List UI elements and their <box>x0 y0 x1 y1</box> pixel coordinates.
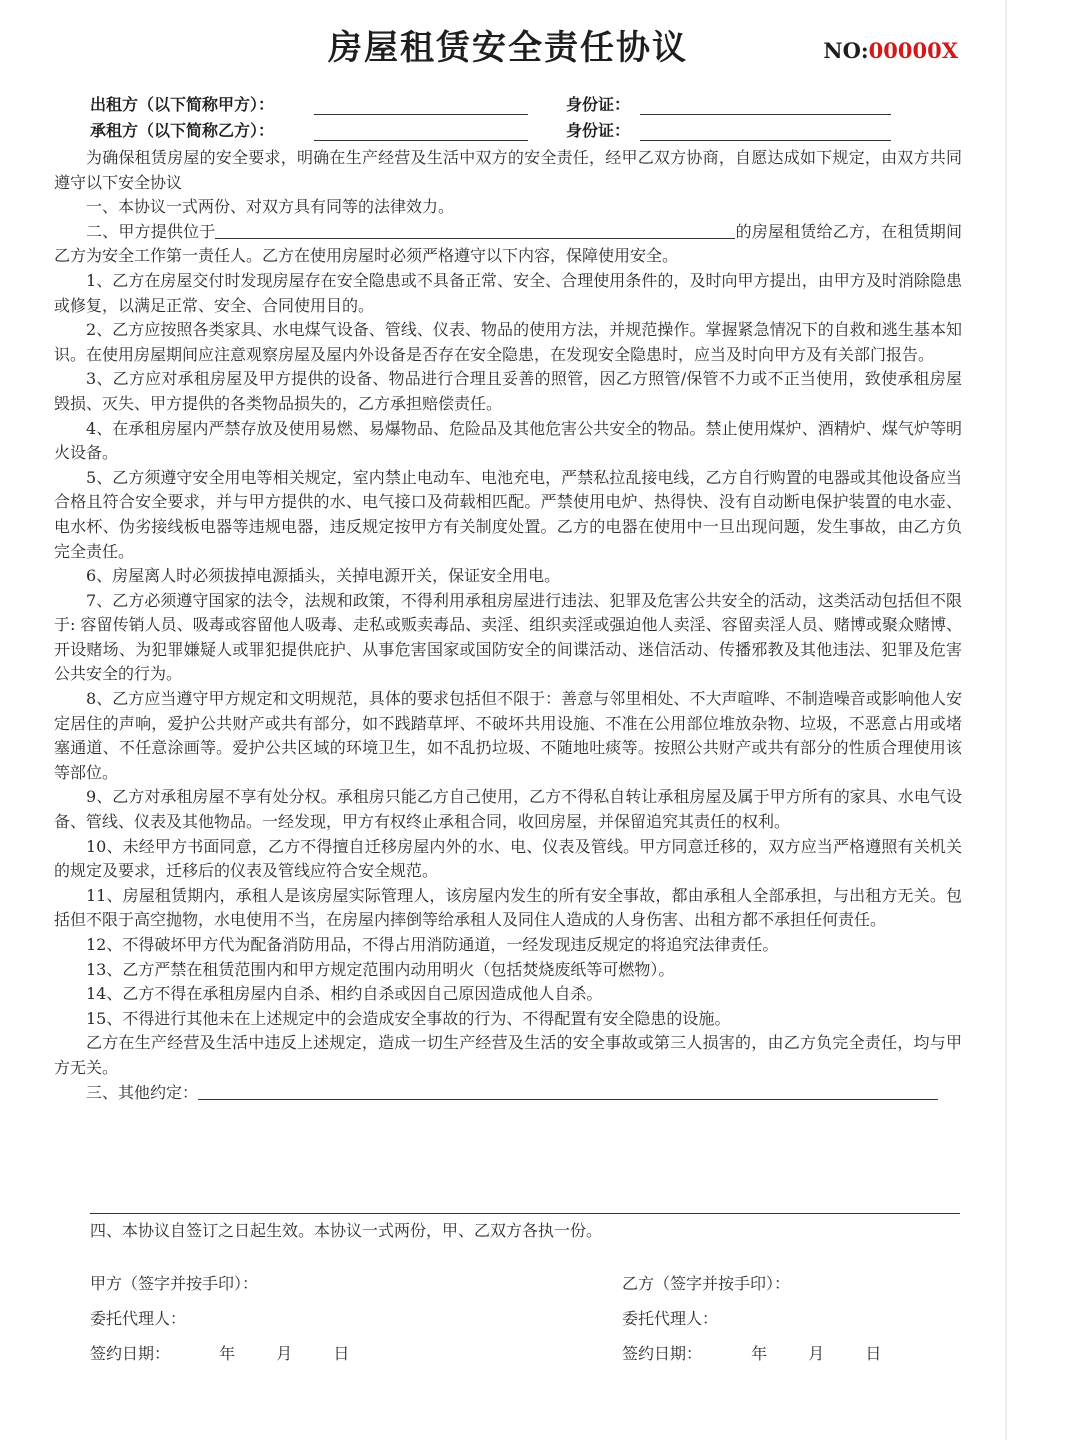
lessor-agent-label: 委托代理人： <box>90 1309 187 1328</box>
date-label: 签约日期： <box>90 1344 171 1363</box>
intro-paragraph: 为确保租赁房屋的安全要求，明确在生产经营及生活中双方的安全责任，经甲乙双方协商，自愿达成如下规定，由双方共同遵守以下安全协议 <box>54 148 962 192</box>
lessee-name-blank[interactable] <box>314 140 528 141</box>
liability-paragraph: 乙方在生产经营及生活中违反上述规定，造成一切生产经营及生活的安全事故或第三人损害的，由乙方负完全责任，均与甲方无关。 <box>54 1033 962 1077</box>
day-label: 日 <box>865 1344 882 1363</box>
item-8: 8、乙方应当遵守甲方规定和文明规范，具体的要求包括但不限于：善意与邻里相处、不大声喧哗、不制造噪音或影响他人安定居住的声响，爱护公共财产或共有部分，如不践踏草坪、不破坏共用设施、不准在公用部位堆放杂物、垃圾，不恶意占用或堵塞通道、不任意涂画等。爱护公共区域的环境卫生，如不乱扔垃圾、不随地吐痰等。按照公共财产或共有部分的性质合理使用该等部位。 <box>54 689 962 782</box>
clause-three <box>54 1081 962 1106</box>
lessor-id-blank[interactable] <box>640 114 891 115</box>
year-label: 年 <box>751 1344 768 1363</box>
document-title: 房屋租赁安全责任协议 <box>328 28 688 68</box>
item-1: 1、乙方在房屋交付时发现房屋存在安全隐患或不具备正常、安全、合理使用条件的，及时向甲方提出，由甲方及时消除隐患或修复，以满足正常、安全、合同使用目的。 <box>54 270 962 315</box>
lessor-row <box>90 94 960 118</box>
month-label: 月 <box>808 1344 825 1363</box>
lessee-agent-label: 委托代理人： <box>622 1309 719 1328</box>
agreement-body <box>54 146 962 1105</box>
clause-four: 四、本协议自签订之日起生效。本协议一式两份，甲、乙双方各执一份。 <box>90 1221 603 1240</box>
item-11: 11、房屋租赁期内，承租人是该房屋实际管理人，该房屋内发生的所有安全事故，都由承租人全部承担，与出租方无关。包括但不限于高空抛物，水电使用不当，在房屋内摔倒等给承租人及同住人造成的人身伤害、出租方都不承担任何责任。 <box>54 885 962 930</box>
lessor-date-row <box>90 1343 349 1365</box>
item-10: 10、未经甲方书面同意，乙方不得擅自迁移房屋内外的水、电、仪表及管线。甲方同意迁移的，双方应当严格遵照有关机关的规定及要求，迁移后的仪表及管线应符合安全规范。 <box>54 836 962 881</box>
page-edge <box>1005 0 1007 1440</box>
item-13: 13、乙方严禁在租赁范围内和甲方规定范围内动用明火（包括焚烧废纸等可燃物）。 <box>86 959 675 979</box>
document <box>54 0 962 1440</box>
serial-value: 00000X <box>868 38 958 63</box>
item-3: 3、乙方应对承租房屋及甲方提供的设备、物品进行合理且妥善的照管，因乙方照管/保管不力或不正当使用，致使承租房屋毁损、灭失、甲方提供的各类物品损失的，乙方承担赔偿责任。 <box>54 369 962 413</box>
lessee-id-blank[interactable] <box>640 140 891 141</box>
item-2: 2、乙方应按照各类家具、水电煤气设备、管线、仪表、物品的使用方法，并规范操作。掌握紧急情况下的自救和逃生基本知识。在使用房屋期间应注意观察房屋及屋内外设备是否存在安全隐患，在发现安全隐患时，应当及时向甲方及有关部门报告。 <box>54 320 962 364</box>
property-address-blank[interactable] <box>215 220 735 239</box>
item-14: 14、乙方不得在承租房屋内自杀、相约自杀或因自己原因造成他人自杀。 <box>86 984 603 1004</box>
clause-two-suffix: 的房屋租赁给乙方，在租赁期间乙方为安全工作第一责任人。乙方在使用房屋时必须严格遵守以下内容，保障使用安全。 <box>54 221 962 266</box>
clause-one: 一、本协议一式两份、对双方具有同等的法律效力。 <box>86 197 455 217</box>
clause-two <box>54 220 962 269</box>
lessee-signature-label: 乙方（签字并按手印）： <box>622 1274 791 1293</box>
serial-number <box>823 38 958 64</box>
lessor-name-blank[interactable] <box>314 114 528 115</box>
item-4: 4、在承租房屋内严禁存放及使用易燃、易爆物品、危险品及其他危害公共安全的物品。禁止使用煤炉、酒精炉、煤气炉等明火设备。 <box>54 418 962 463</box>
date-label: 签约日期： <box>622 1344 703 1363</box>
item-7: 7、乙方必须遵守国家的法令，法规和政策，不得利用承租房屋进行违法、犯罪及危害公共安全的活动，这类活动包括但不限于: 容留传销人员、吸毒或容留他人吸毒、走私或贩卖毒品、卖淫、组织卖淫或强迫他人卖淫、容留卖淫人员、赌博或聚众赌博、开设赌场、为犯罪嫌疑人或罪犯提供庇护、从事危害国家或国防安全的间谍活动、迷信活动、传播邪教及其他违法、犯罪及危害公共安全的行为。 <box>54 590 962 684</box>
other-terms-blank[interactable] <box>198 1081 938 1100</box>
clause-two-prefix: 二、甲方提供位于 <box>86 221 216 241</box>
item-15: 15、不得进行其他未在上述规定中的会造成安全事故的行为、不得配置有安全隐患的设施。 <box>86 1008 731 1028</box>
lessee-row <box>90 120 960 144</box>
item-6: 6、房屋离人时必须拔掉电源插头，关掉电源开关，保证安全用电。 <box>86 566 561 586</box>
lessee-id-label: 身份证： <box>566 121 631 140</box>
lessor-label: 出租方（以下简称甲方）： <box>90 95 275 114</box>
lessee-date-row <box>622 1343 881 1365</box>
lessor-signature-label: 甲方（签字并按手印）： <box>90 1274 259 1293</box>
month-label: 月 <box>276 1344 293 1363</box>
item-9: 9、乙方对承租房屋不享有处分权。承租房只能乙方自己使用，乙方不得私自转让承租房屋及属于甲方所有的家具、水电气设备、管线、仪表及其他物品。一经发现，甲方有权终止承租合同，收回房屋，并保留追究其责任的权利。 <box>54 787 962 832</box>
lessee-label: 承租方（以下简称乙方）： <box>90 121 275 140</box>
other-terms-blank-2[interactable] <box>90 1213 960 1214</box>
clause-three-label: 三、其他约定： <box>86 1082 199 1102</box>
item-5: 5、乙方须遵守安全用电等相关规定，室内禁止电动车、电池充电，严禁私拉乱接电线，乙方自行购置的电器或其他设备应当合格且符合安全要求，并与甲方提供的水、电气接口及荷载相匹配。严禁使用电炉、热得快、没有自动断电保护装置的电水壶、电水杯、伪劣接线板电器等违规电器，违反规定按甲方有关制度处置。乙方的电器在使用中一旦出现问题，发生事故，由乙方负完全责任。 <box>54 467 962 561</box>
year-label: 年 <box>219 1344 236 1363</box>
day-label: 日 <box>333 1344 350 1363</box>
lessor-id-label: 身份证： <box>566 95 631 114</box>
serial-label: NO: <box>823 38 869 63</box>
item-12: 12、不得破坏甲方代为配备消防用品，不得占用消防通道，一经发现违反规定的将追究法律责任。 <box>86 935 779 954</box>
